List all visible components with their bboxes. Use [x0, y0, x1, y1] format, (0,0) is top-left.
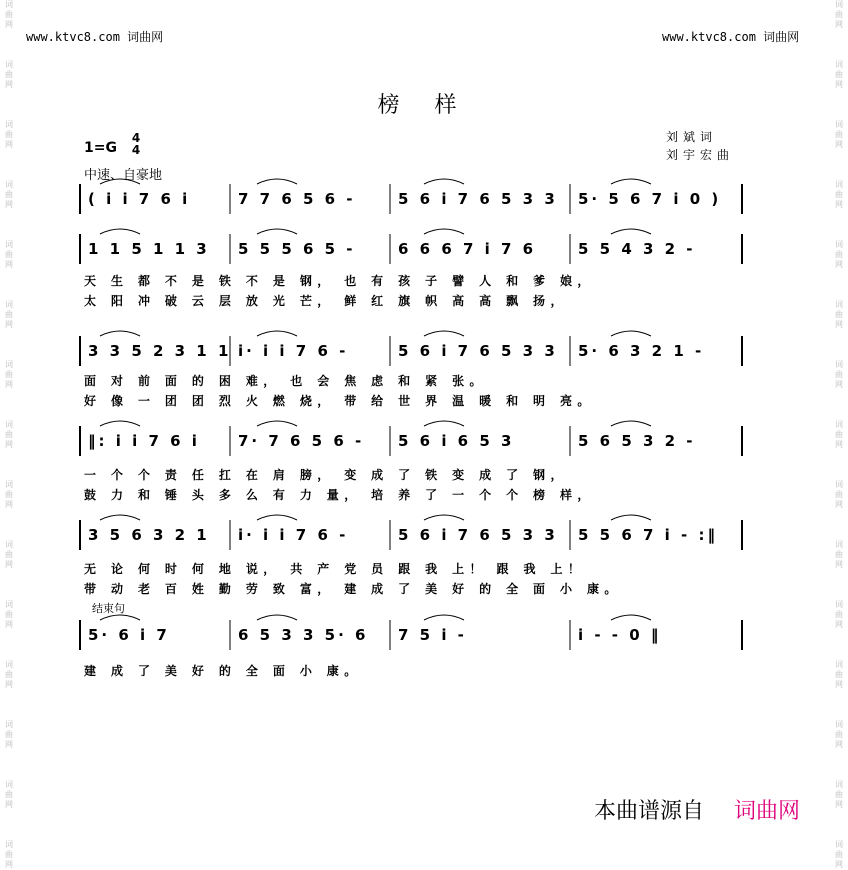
source-label: 本曲谱源自	[594, 799, 705, 824]
measure: 5 6 5 3 2 -	[578, 432, 696, 450]
measure: 5 6 i 6 5 3	[398, 432, 515, 450]
slur	[257, 615, 297, 620]
measure: 3 5 6 3 2 1	[88, 526, 210, 544]
score-line-ending	[80, 624, 760, 650]
measure: 7 5 i -	[398, 626, 467, 644]
measure: 1 1 5 1 1 3	[88, 240, 210, 258]
time-signature-bottom: 4	[131, 143, 141, 157]
side-watermark-text: 词 曲 网	[5, 660, 13, 689]
tempo-marking: 中速、自豪地	[84, 168, 163, 183]
side-watermark-text: 词 曲 网	[835, 300, 843, 329]
side-watermark-text: 词 曲 网	[5, 120, 13, 149]
score-line-line4	[80, 524, 760, 550]
measure: 6 5 3 3 5· 6	[238, 626, 369, 644]
side-watermark-text: 词 曲 网	[835, 540, 843, 569]
side-watermark-text: 词 曲 网	[835, 600, 843, 629]
score-line-line2	[80, 340, 760, 366]
slur	[611, 179, 651, 184]
slur	[611, 421, 651, 426]
side-watermark-text: 词 曲 网	[835, 480, 843, 509]
lyric-line: 建 成 了 美 好 的 全 面 小 康。	[84, 664, 362, 678]
slur	[424, 179, 464, 184]
measure: i· i i 7 6 -	[238, 526, 349, 544]
lyric-line: 鼓 力 和 锤 头 多 么 有 力 量， 培 养 了 一 个 个 榜 样，	[84, 488, 595, 502]
measure: ( i i 7 6 i	[88, 190, 191, 208]
side-watermark-text: 词 曲 网	[5, 720, 13, 749]
time-signature	[128, 132, 144, 156]
side-watermark-text: 词 曲 网	[5, 60, 13, 89]
score-line-line3	[80, 430, 760, 456]
measure: 7 7 6 5 6 -	[238, 190, 356, 208]
slur	[424, 515, 464, 520]
side-watermark-text: 词 曲 网	[835, 840, 843, 869]
measure: 7· 7 6 5 6 -	[238, 432, 365, 450]
side-watermark-text: 词 曲 网	[835, 780, 843, 809]
slur	[257, 421, 297, 426]
side-watermark-text: 词 曲 网	[835, 0, 843, 29]
side-watermark-text: 词 曲 网	[835, 120, 843, 149]
slur	[424, 421, 464, 426]
measure: 5· 6 i 7	[88, 626, 170, 644]
measure: 5 6 i 7 6 5 3 3	[398, 342, 558, 360]
side-watermark-text: 词 曲 网	[835, 240, 843, 269]
lyric-line: 天 生 都 不 是 铁 不 是 钢， 也 有 孩 子 譬 人 和 爹 娘，	[84, 274, 595, 288]
slur	[424, 229, 464, 234]
site-url-right[interactable]: www.ktvc8.com 词曲网	[662, 30, 800, 44]
side-watermark-text: 词 曲 网	[5, 0, 13, 29]
measure: ‖: i i 7 6 i	[88, 432, 200, 450]
measure: i - - 0 ‖	[578, 626, 662, 644]
side-watermark-text: 词 曲 网	[835, 60, 843, 89]
side-watermark-text: 词 曲 网	[835, 660, 843, 689]
slur	[611, 615, 651, 620]
side-watermark-text: 词 曲 网	[5, 180, 13, 209]
slur	[257, 229, 297, 234]
song-title: 榜 样	[377, 93, 471, 118]
score-line-line1	[80, 238, 760, 264]
right-watermark-column	[832, 0, 846, 869]
slur	[257, 179, 297, 184]
slur	[257, 515, 297, 520]
lyric-line: 带 动 老 百 姓 勤 劳 致 富， 建 成 了 美 好 的 全 面 小 康。	[84, 582, 622, 596]
side-watermark-text: 词 曲 网	[5, 780, 13, 809]
lyric-line: 面 对 前 面 的 困 难， 也 会 焦 虑 和 紧 张。	[84, 374, 487, 388]
side-watermark-text: 词 曲 网	[5, 240, 13, 269]
site-url-left[interactable]: www.ktvc8.com 词曲网	[26, 30, 164, 44]
left-watermark-column	[2, 0, 16, 869]
slur	[257, 331, 297, 336]
slur	[424, 331, 464, 336]
side-watermark-text: 词 曲 网	[5, 360, 13, 389]
measure: 3 3 5 2 3 1 1	[88, 342, 232, 360]
lyricist-credit: 刘斌词	[666, 130, 718, 144]
key-signature: 1=G	[84, 140, 117, 156]
measure: 5· 5 6 7 i 0 )	[578, 190, 722, 208]
slur	[611, 515, 651, 520]
slur	[100, 229, 140, 234]
time-signature-top: 4	[131, 131, 141, 145]
measure: 6 6 6 7 i 7 6	[398, 240, 537, 258]
lyric-line: 好 像 一 团 团 烈 火 燃 烧， 带 给 世 界 温 暖 和 明 亮。	[84, 394, 595, 408]
lyric-line: 一 个 个 责 任 扛 在 肩 膀， 变 成 了 铁 变 成 了 钢，	[84, 468, 568, 482]
measure: 5 6 i 7 6 5 3 3	[398, 526, 558, 544]
side-watermark-text: 词 曲 网	[5, 600, 13, 629]
side-watermark-text: 词 曲 网	[835, 360, 843, 389]
measure: 5 5 5 6 5 -	[238, 240, 356, 258]
composer-credit: 刘宇宏曲	[666, 148, 735, 162]
lyric-line: 无 论 何 时 何 地 说， 共 产 党 员 跟 我 上！ 跟 我 上！	[84, 562, 586, 576]
side-watermark-text: 词 曲 网	[5, 480, 13, 509]
slur	[100, 421, 140, 426]
measure: 5 5 4 3 2 -	[578, 240, 696, 258]
side-watermark-text: 词 曲 网	[5, 840, 13, 869]
measure: 5 5 6 7 i - :‖	[578, 526, 718, 544]
slur	[424, 615, 464, 620]
side-watermark-text: 词 曲 网	[835, 180, 843, 209]
measure: i· i i 7 6 -	[238, 342, 349, 360]
score-line-intro	[80, 188, 760, 214]
slur	[611, 331, 651, 336]
slur	[100, 515, 140, 520]
slur	[100, 331, 140, 336]
lyric-line: 太 阳 冲 破 云 层 放 光 芒， 鲜 红 旗 帜 高 高 飘 扬，	[84, 294, 568, 308]
side-watermark-text: 词 曲 网	[5, 540, 13, 569]
side-watermark-text: 词 曲 网	[5, 420, 13, 449]
side-watermark-text: 词 曲 网	[5, 300, 13, 329]
side-watermark-text: 词 曲 网	[835, 720, 843, 749]
ending-label: 结束句	[92, 602, 125, 615]
side-watermark-text: 词 曲 网	[835, 420, 843, 449]
measure: 5 6 i 7 6 5 3 3	[398, 190, 558, 208]
measure: 5· 6 3 2 1 -	[578, 342, 705, 360]
source-name-link[interactable]: 词曲网	[734, 799, 801, 824]
slur	[611, 229, 651, 234]
